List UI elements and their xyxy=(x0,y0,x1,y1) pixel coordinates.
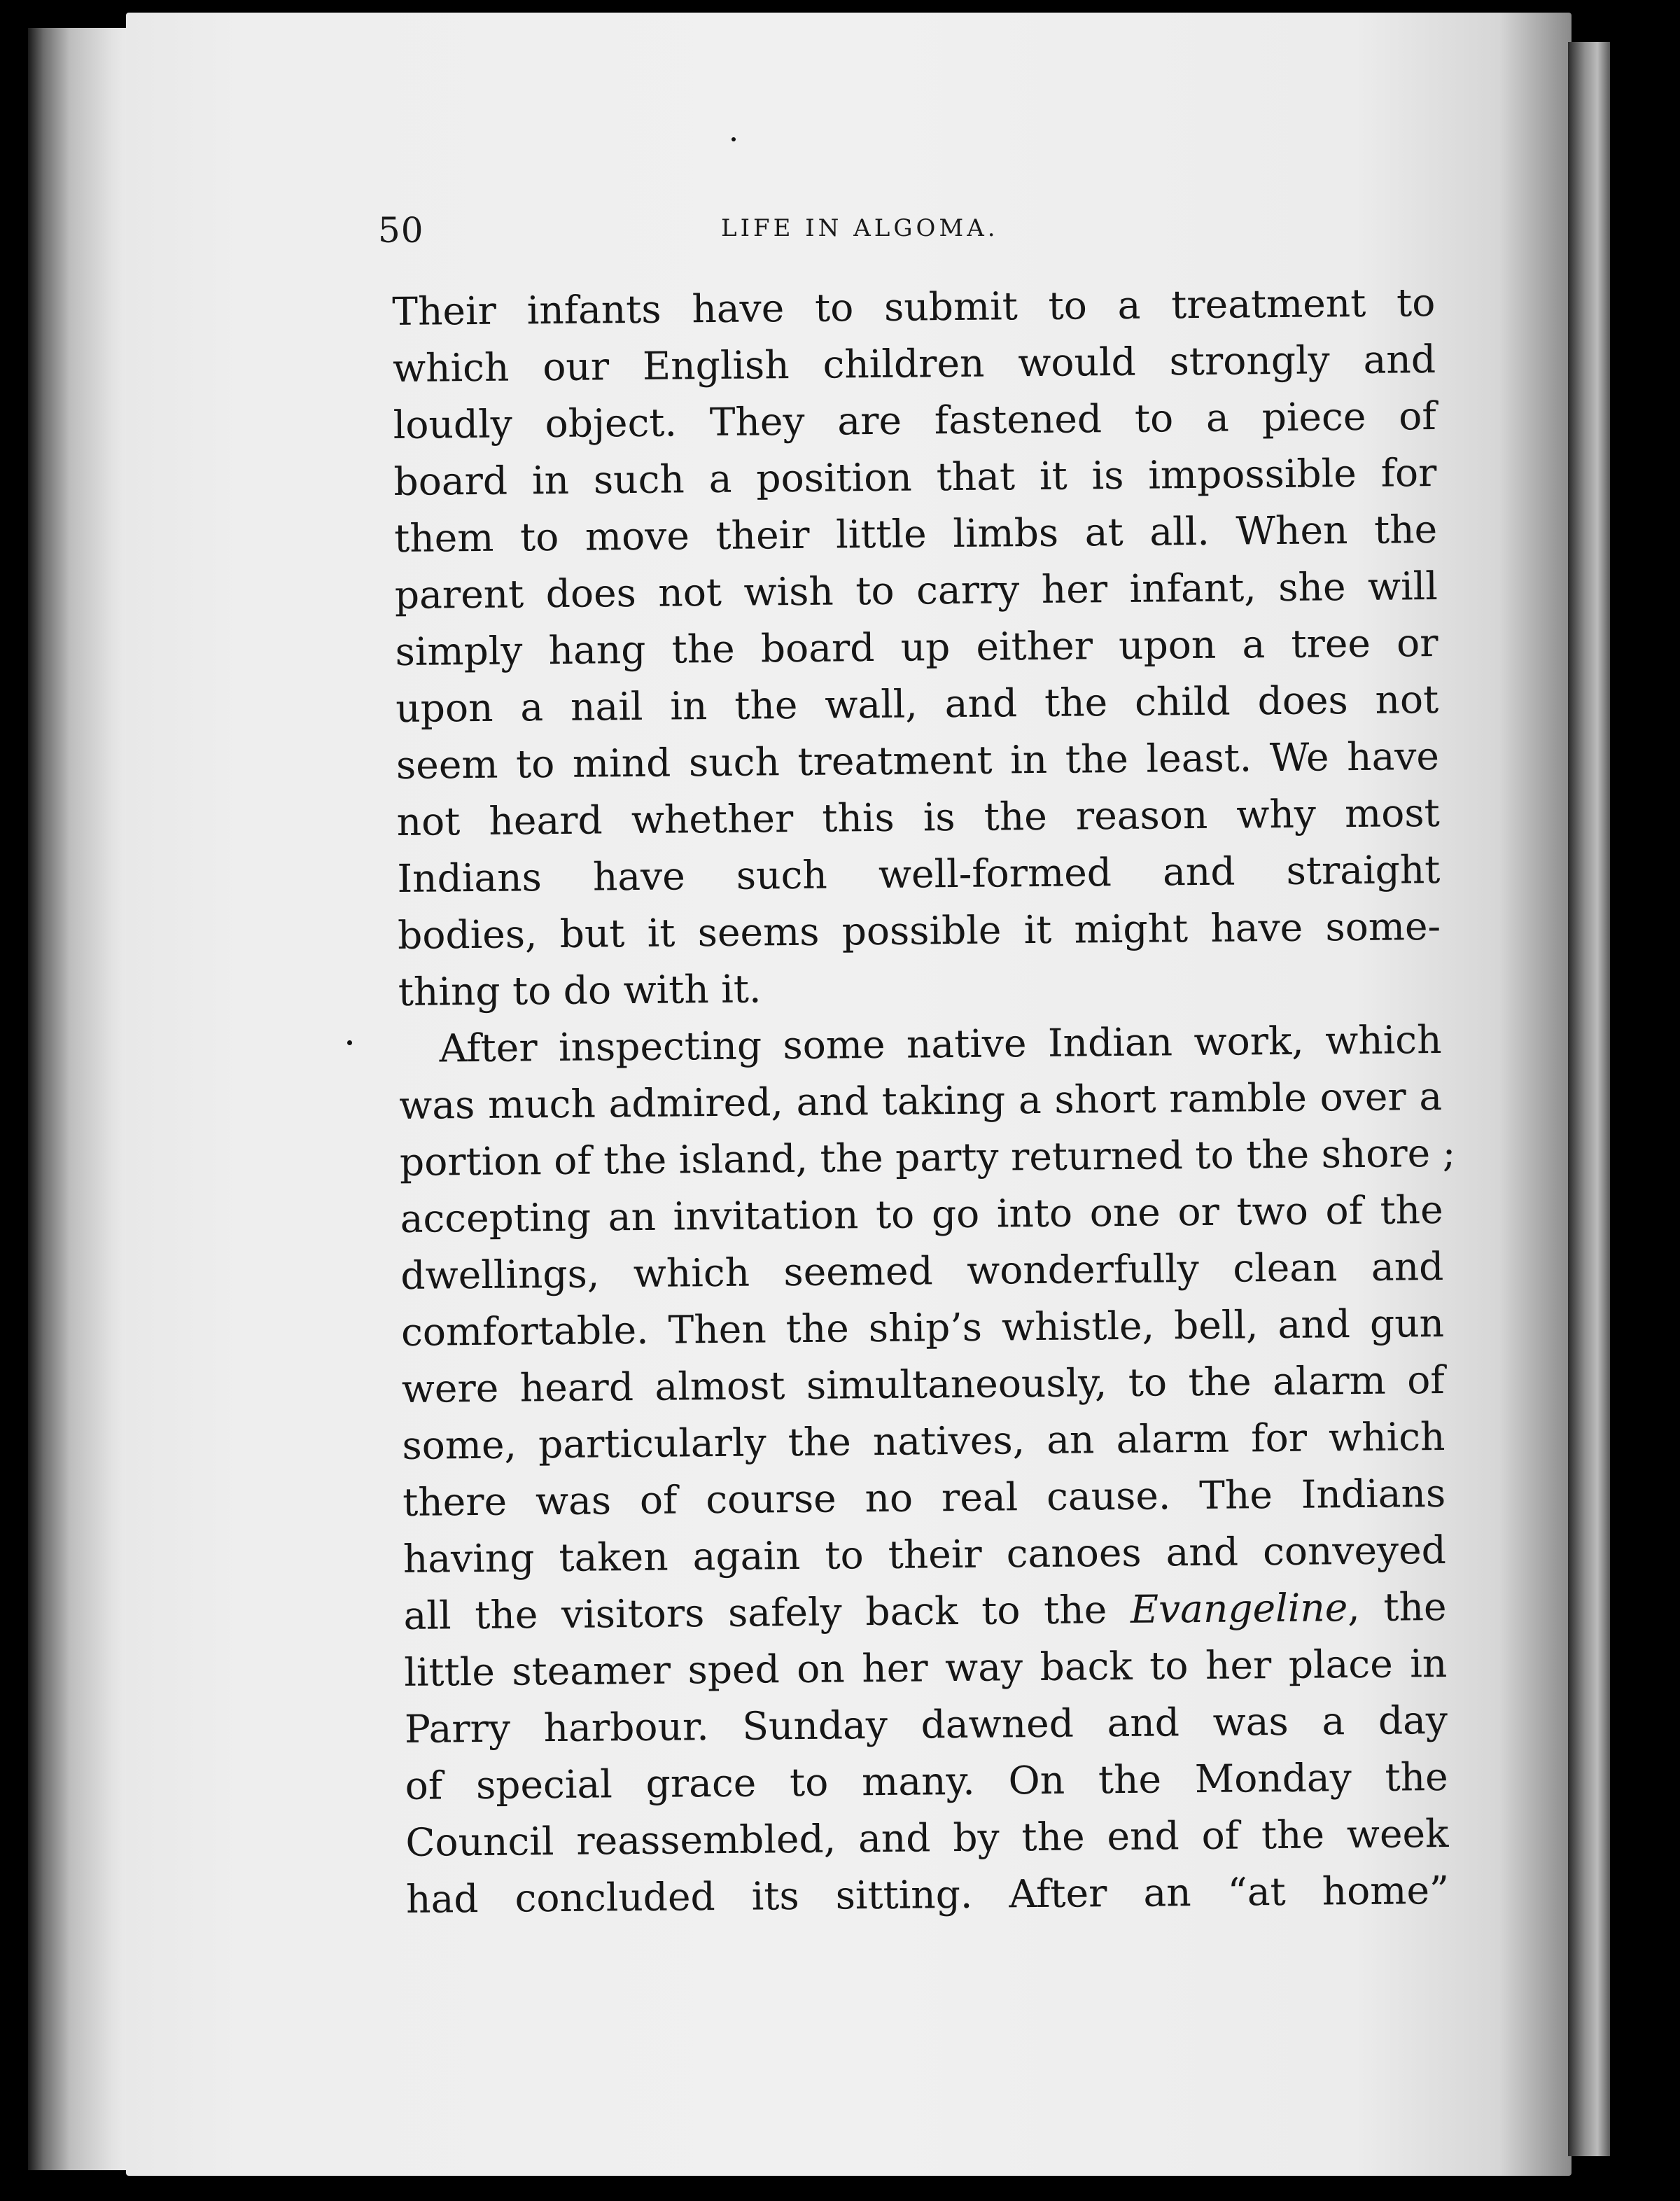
text-line: them to move their little limbs at all. When the xyxy=(393,506,1438,561)
text-line: little steamer sped on her way back to her place in xyxy=(404,1640,1448,1695)
ship-name: Evangeline xyxy=(1130,1585,1348,1632)
text-line: having taken again to their canoes and conveyed xyxy=(402,1527,1447,1581)
text-line: had concluded its sitting. After an “at home” xyxy=(405,1867,1450,1922)
ink-speck xyxy=(732,137,736,141)
text-fragment: , the xyxy=(1347,1584,1447,1630)
text-line: of special grace to many. On the Monday the xyxy=(405,1754,1448,1808)
paragraph xyxy=(398,1012,1456,1928)
text-line: thing to do with it. xyxy=(398,966,762,1014)
page-header xyxy=(378,206,1442,262)
page-number: 50 xyxy=(378,210,424,251)
text-line: board in such a position that it is impossible for xyxy=(393,449,1437,504)
text-line: not heard whether this is the reason why most xyxy=(396,790,1440,844)
text-line: some, particularly the natives, an alarm for which xyxy=(402,1413,1446,1468)
text-line: was much admired, and taking a short ramble over a xyxy=(398,1073,1443,1128)
text-line: Council reassembled, and by the end of the week xyxy=(405,1810,1449,1865)
text-line: were heard almost simultaneously, to the alarm of xyxy=(401,1357,1446,1411)
text-line: dwellings, which seemed wonderfully clean and xyxy=(400,1243,1444,1298)
text-line: accepting an invitation to go into one or two of the xyxy=(400,1187,1443,1241)
text-line: Their infants have to submit to a treatment to xyxy=(392,279,1436,334)
text-line: simply hang the board up either upon a tree or xyxy=(395,620,1438,674)
text-line: upon a nail in the wall, and the child does not xyxy=(396,676,1439,731)
body-text xyxy=(392,274,1456,1928)
text-line: there was of course no real cause. The Indians xyxy=(402,1470,1446,1525)
text-line: seem to mind such treatment in the least. We have xyxy=(396,733,1440,788)
text-line: Parry harbour. Sunday dawned and was a day xyxy=(404,1697,1448,1752)
text-line: loudly object. They are fastened to a piece of xyxy=(393,393,1436,447)
text-line: Indians have such well-formed and straight xyxy=(397,846,1441,901)
ink-speck xyxy=(347,1040,352,1045)
text-line: which our English children would strongly and xyxy=(392,336,1436,391)
page-gutter-shadow xyxy=(1568,42,1610,2156)
text-line: bodies, but it seems possible it might have some- xyxy=(397,903,1441,958)
text-line: After inspecting some native Indian work, which xyxy=(439,1016,1442,1071)
text-line: parent does not wish to carry her infant, she will xyxy=(394,563,1438,617)
text-line xyxy=(403,1579,1447,1644)
running-head: LIFE IN ALGOMA. xyxy=(721,214,999,242)
page-stack-edge xyxy=(28,28,133,2170)
text-line: portion of the island, the party returned to the shore ; xyxy=(399,1130,1456,1185)
text-fragment: all the visitors safely back to the xyxy=(403,1586,1131,1638)
text-line: comfortable. Then the ship’s whistle, bell, and gun xyxy=(400,1300,1445,1355)
paragraph xyxy=(392,274,1441,1021)
